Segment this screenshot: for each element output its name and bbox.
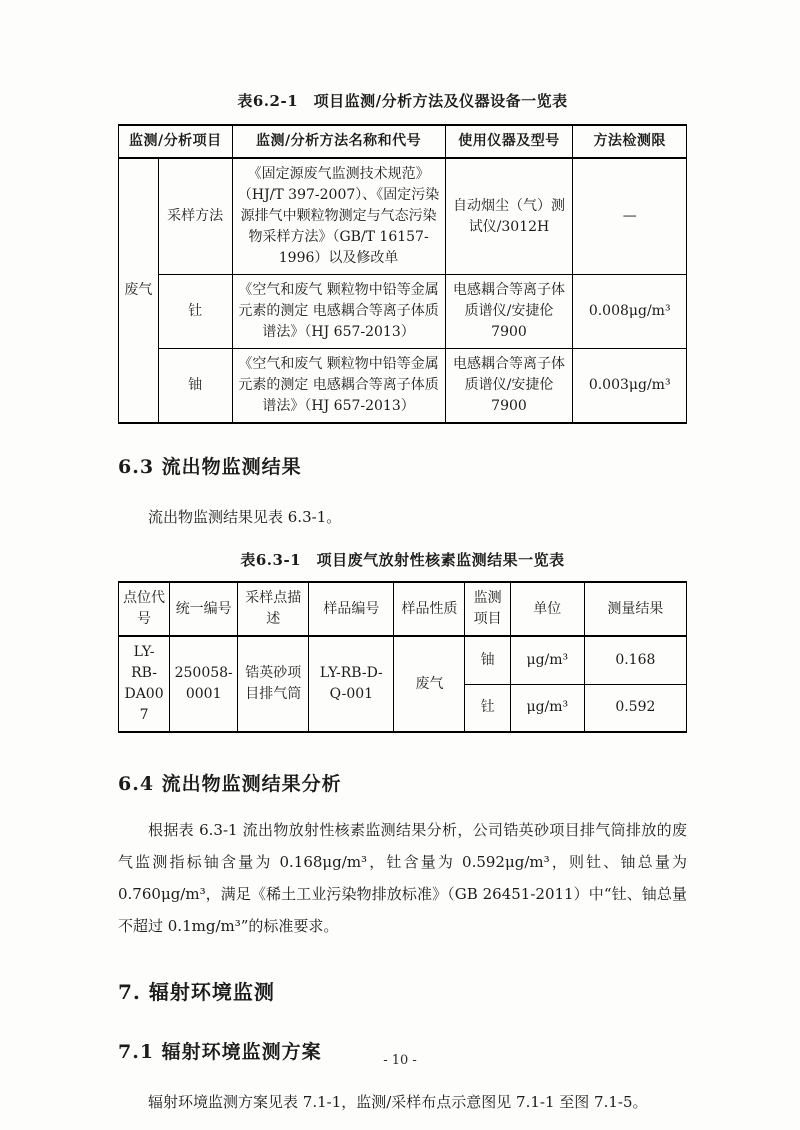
- cell-method: 《空气和废气 颗粒物中铅等金属元素的测定 电感耦合等离子体质谱法》（HJ 657-2013）: [232, 349, 445, 424]
- cell-method: 《固定源废气监测技术规范》（HJ/T 397-2007）、《固定污染源排气中颗粒物测定与气态污染物采样方法》（GB/T 16157-1996）以及修改单: [232, 158, 445, 275]
- header-cell-sample-type: 样品性质: [394, 582, 465, 636]
- page-number: - 10 -: [383, 1053, 417, 1068]
- header-cell-limit: 方法检测限: [573, 125, 687, 158]
- cell-limit: —: [573, 158, 687, 275]
- header-cell-result: 测量结果: [584, 582, 686, 636]
- cell-limit: 0.008μg/m³: [573, 275, 687, 349]
- cell-instrument: 自动烟尘（气）测试仪/3012H: [445, 158, 573, 275]
- table-row: [119, 636, 687, 684]
- cell-subitem: 钍: [158, 275, 232, 349]
- cell-unified-no: 250058-0001: [170, 636, 238, 732]
- table-6-3-1: [118, 581, 687, 733]
- table-6-2-1: [118, 124, 687, 424]
- cell-monitor-item: 钍: [465, 684, 510, 732]
- cell-sampling-desc: 锆英砂项目排气筒: [238, 636, 309, 732]
- cell-sample-no: LY-RB-D-Q-001: [309, 636, 394, 732]
- header-cell-unit: 单位: [510, 582, 584, 636]
- section-7-heading: 7. 辐射环境监测: [118, 980, 275, 1004]
- header-cell-method: 监测/分析方法名称和代号: [232, 125, 445, 158]
- cell-sample-type: 废气: [394, 636, 465, 732]
- cell-method: 《空气和废气 颗粒物中铅等金属元素的测定 电感耦合等离子体质谱法》（HJ 657-2013）: [232, 275, 445, 349]
- section-6-3-heading: 6.3 流出物监测结果: [118, 456, 302, 478]
- cell-unit: μg/m³: [510, 684, 584, 732]
- header-cell-sample-no: 样品编号: [309, 582, 394, 636]
- header-cell-sampling-desc: 采样点描述: [238, 582, 309, 636]
- table-6-2-1-title: 表6.2-1 项目监测/分析方法及仪器设备一览表: [237, 92, 568, 110]
- cell-instrument: 电感耦合等离子体质谱仪/安捷伦 7900: [445, 349, 573, 424]
- header-cell-point-code: 点位代号: [119, 582, 170, 636]
- table-row: [119, 275, 687, 349]
- header-cell-unified-no: 统一编号: [170, 582, 238, 636]
- table-row: [119, 349, 687, 424]
- cell-instrument: 电感耦合等离子体质谱仪/安捷伦 7900: [445, 275, 573, 349]
- cell-limit: 0.003μg/m³: [573, 349, 687, 424]
- cell-subitem: 采样方法: [158, 158, 232, 275]
- cell-monitor-item: 铀: [465, 636, 510, 684]
- cell-result: 0.592: [584, 684, 686, 732]
- table-row: [119, 158, 687, 275]
- header-cell-instrument: 使用仪器及型号: [445, 125, 573, 158]
- section-6-4-heading: 6.4 流出物监测结果分析: [118, 773, 342, 795]
- table-6-3-1-header-row: [119, 582, 687, 636]
- cell-result: 0.168: [584, 636, 686, 684]
- table-6-2-1-header-row: [119, 125, 687, 158]
- table-6-3-1-title: 表6.3-1 项目废气放射性核素监测结果一览表: [240, 551, 565, 569]
- cell-subitem: 铀: [158, 349, 232, 424]
- header-cell-monitor-item: 监测项目: [465, 582, 510, 636]
- header-cell-item: 监测/分析项目: [119, 125, 233, 158]
- section-7-1-heading: 7.1 辐射环境监测方案: [118, 1041, 322, 1063]
- section-6-3-paragraph: 流出物监测结果见表 6.3-1。: [148, 508, 342, 526]
- section-7-1-paragraph: 辐射环境监测方案见表 7.1-1，监测/采样布点示意图见 7.1-1 至图 7.1-5。: [148, 1093, 648, 1111]
- cell-unit: μg/m³: [510, 636, 584, 684]
- section-6-4-paragraph: 根据表 6.3-1 流出物放射性核素监测结果分析，公司锆英砂项目排气筒排放的废气监测指标铀含量为 0.168μg/m³，钍含量为 0.592μg/m³，则钍、铀总量为 0.760μg/m³，满足《稀土工业污染物排放标准》（GB 26451-2011）中“钍、铀总量不超过 0.1mg/m³”的标准要求。: [118, 821, 687, 935]
- cell-point-code: LY-RB-DA007: [119, 636, 170, 732]
- cell-category: 废气: [119, 158, 159, 423]
